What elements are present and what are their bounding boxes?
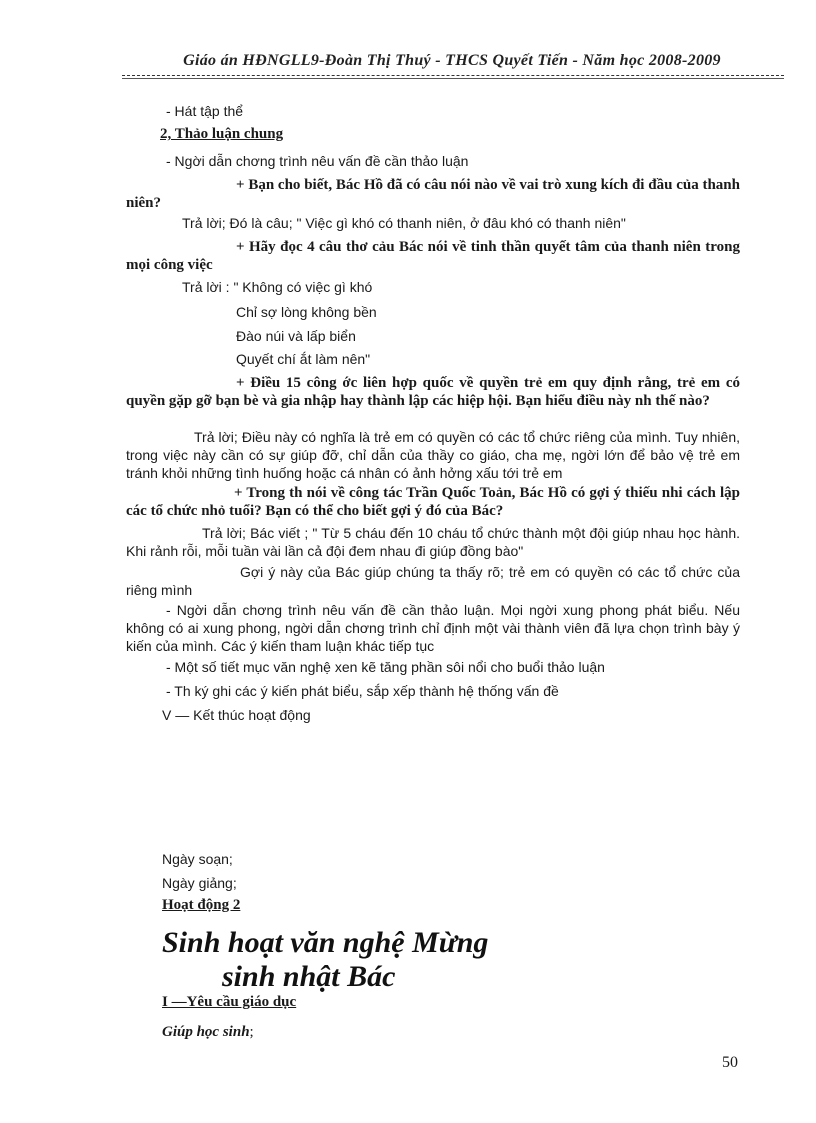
date-prepared: Ngày soạn; (162, 851, 233, 867)
header-rule-dashed (122, 75, 784, 76)
text-line: - Hát tập thể (166, 103, 244, 119)
question: + Hãy đọc 4 câu thơ cảu Bác nói về tinh thần quyết tâm của thanh niên trong mọi công việc (126, 239, 740, 273)
answer: Trả lời : " Không có việc gì khó (182, 279, 373, 295)
question: + Bạn cho biết, Bác Hồ đã có câu nói nào về vai trò xung kích đi đầu của thanh niên? (126, 177, 740, 211)
text-line: - Th ký ghi các ý kiến phát biểu, sắp xếp thành hệ thống vấn đề (166, 683, 559, 699)
paragraph: - Ngời dẫn chơng trình nêu vấn đề cần thảo luận. Mọi ngời xung phong phát biểu. Nếu không có ai xung phong, ngời dẫn chơng trình chỉ định một vài thành viên đã lựa chọn trình bày ý kiến của mình. Các ý kiến tham luận khác tiếp tục (126, 602, 740, 654)
text-line: - Một số tiết mục văn nghệ xen kẽ tăng phần sôi nổi cho buổi thảo luận (166, 659, 605, 675)
poem-line: Đào núi và lấp biển (236, 328, 356, 344)
poem-line: Chỉ sợ lòng không bền (236, 304, 377, 320)
poem-line: Quyết chí ắt làm nên" (236, 351, 371, 367)
date-taught: Ngày giảng; (162, 875, 237, 891)
section-heading: I —Yêu cầu giáo dục (162, 994, 297, 1010)
activity-title-line-1: Sinh hoạt văn nghệ Mừng (162, 926, 489, 959)
answer: Trả lời; Đó là câu; " Việc gì khó có thanh niên, ở đâu khó có thanh niên" (182, 215, 626, 231)
text-line: V — Kết thúc hoạt động (162, 707, 311, 723)
text-line: - Ngời dẫn chơng trình nêu vấn đề cần thảo luận (166, 153, 469, 169)
header-rule (122, 78, 784, 79)
question: + Điều 15 công ớc liên hợp quốc về quyền trẻ em quy định rằng, trẻ em có quyền gặp gỡ bạn bè và gia nhập hay thành lập các hiệp hội. Bạn hiểu điều này nh thế nào? (126, 375, 740, 409)
page-header: Giáo án HĐNGLL9-Đoàn Thị Thuý - THCS Quyết Tiến - Năm học 2008-2009 (183, 52, 721, 69)
section-heading: 2, Thảo luận chung (160, 126, 284, 142)
answer: Trả lời; Điều này có nghĩa là trẻ em có quyền có các tổ chức riêng của mình. Tuy nhiên, trong việc này cần có sự giúp đỡ, chỉ dẫn của thầy co giáo, cha mẹ, ngời lớn để bảo vệ trẻ em tránh khỏi những tình huống hoặc cá nhân có ảnh hởng xấu tới trẻ em (126, 429, 740, 481)
text-line (162, 1024, 746, 1041)
page-number: 50 (722, 1054, 738, 1071)
question: + Trong th nói về công tác Trần Quốc Toản, Bác Hồ có gợi ý thiếu nhi cách lập các tổ chức nhỏ tuổi? Bạn có thể cho biết gợi ý đó của Bác? (126, 485, 740, 519)
answer: Gợi ý này của Bác giúp chúng ta thấy rõ; trẻ em có quyền có các tổ chức của riêng mình (126, 564, 740, 598)
text-line-emphasis: Giúp học sinh (162, 1024, 250, 1040)
activity-heading: Hoạt động 2 (162, 897, 241, 913)
text-line-tail: ; (249, 1024, 254, 1040)
answer: Trả lời; Bác viết ; " Từ 5 cháu đến 10 cháu tổ chức thành một đội giúp nhau học hành. Khi rảnh rỗi, mỗi tuần vài lần cả đội đem nhau đi giúp đồng bào" (126, 525, 740, 559)
activity-title-line-2: sinh nhật Bác (222, 960, 396, 993)
